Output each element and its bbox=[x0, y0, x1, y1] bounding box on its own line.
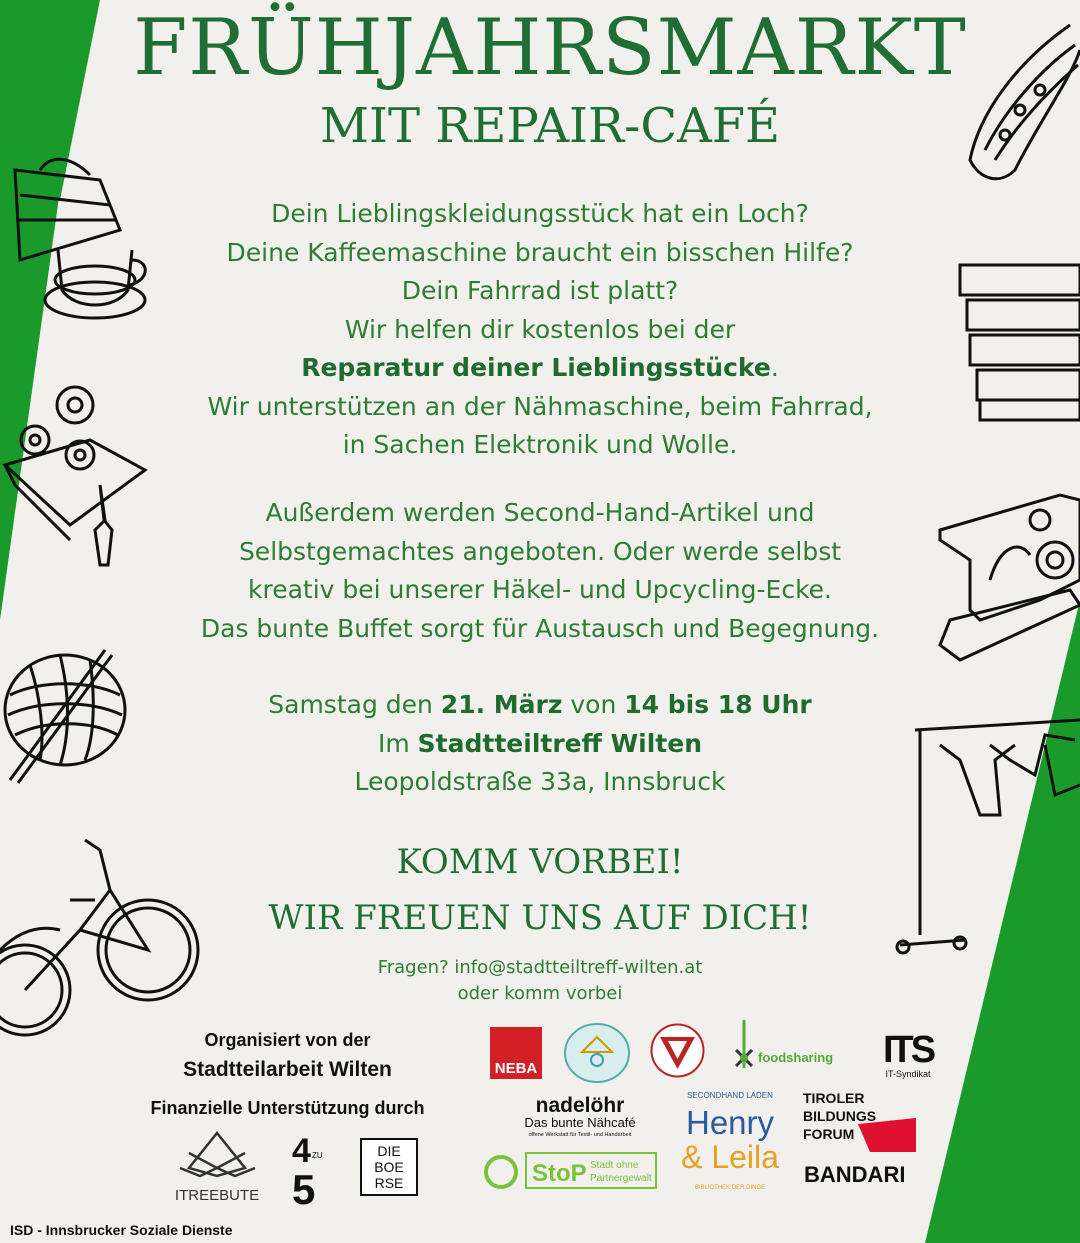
intro-line: Wir helfen dir kostenlos bei der bbox=[344, 314, 736, 344]
repair-highlight: Reparatur deiner Lieblingsstücke bbox=[301, 353, 771, 382]
extras-line: Selbstgemachtes angeboten. Oder werde selbst bbox=[238, 536, 842, 566]
neba-text: NEBA bbox=[494, 1060, 538, 1077]
nadeloehr-text: nadelöhr bbox=[535, 1094, 625, 1117]
partner-circle-logo bbox=[562, 1022, 632, 1084]
funding-label: Finanzielle Unterstützung durch bbox=[150, 1098, 425, 1118]
intro-period: . bbox=[770, 353, 779, 382]
stop-text: StoP bbox=[532, 1160, 587, 1187]
zu-text: ZU bbox=[312, 1151, 323, 1160]
henry-top-text: SECONDHAND LADEN bbox=[687, 1091, 773, 1100]
time-prefix: von bbox=[562, 690, 625, 719]
tiroler-line-3: FORUM bbox=[803, 1126, 855, 1142]
nadeloehr-subtitle-2: offene Werkstatt für Textil- und Handarbeit bbox=[528, 1132, 632, 1138]
intro-line: Wir unterstützen an der Nähmaschine, beim Fahrrad, bbox=[207, 391, 873, 421]
dieboerse-line-1: DIE bbox=[377, 1143, 401, 1159]
extras-line: Außerdem werden Second-Hand-Artikel und bbox=[265, 498, 815, 527]
contact-email[interactable]: Fragen? info@stadtteiltreff-wilten.at bbox=[377, 957, 703, 978]
henry-bottom-text: BIBLIOTHEK DER DINGE bbox=[694, 1185, 766, 1191]
event-date-line bbox=[130, 686, 950, 725]
event-date: 21. März bbox=[440, 690, 563, 719]
intro-line: Dein Fahrrad ist platt? bbox=[401, 276, 679, 305]
event-address: Leopoldstraße 33a, Innsbruck bbox=[354, 767, 726, 796]
dieboerse-logo bbox=[360, 1138, 418, 1196]
cake-coffee-illustration bbox=[0, 150, 150, 330]
nadeloehr-subtitle: Das bunte Nähcafé bbox=[524, 1115, 636, 1130]
extras-paragraph bbox=[120, 494, 960, 648]
it-syndikat-text: IT-Syndikat bbox=[885, 1069, 931, 1079]
extras-line: kreativ bei unserer Häkel- und Upcycling-Ecke. bbox=[247, 575, 832, 604]
dieboerse-line-3: RSE bbox=[374, 1175, 404, 1191]
page-subtitle: MIT REPAIR-CAFÉ bbox=[319, 98, 781, 154]
contact-note: oder komm vorbei bbox=[457, 983, 623, 1004]
tiroler-bildungsforum-logo bbox=[800, 1088, 920, 1188]
cta-line-1: KOMM VORBEI! bbox=[396, 842, 684, 882]
intro-line: Dein Lieblingskleidungsstück hat ein Loch? bbox=[271, 199, 809, 228]
stop-logo bbox=[480, 1148, 660, 1193]
four-to-five-logo bbox=[290, 1128, 330, 1208]
bicycle-illustration bbox=[0, 830, 205, 1040]
contact-info bbox=[300, 955, 780, 1007]
organizer-name: Stadtteilarbeit Wilten bbox=[183, 1058, 392, 1081]
venue-prefix: Im bbox=[377, 728, 418, 758]
henry-leila-logo bbox=[675, 1088, 785, 1193]
it-syndikat-logo bbox=[868, 1016, 950, 1080]
bandari-text: BANDARI bbox=[804, 1162, 906, 1187]
dieboerse-line-2: BOE bbox=[374, 1159, 404, 1175]
tiroler-line-1: TIROLER bbox=[803, 1090, 865, 1106]
foodsharing-text: foodsharing bbox=[758, 1050, 834, 1065]
stop-sub-2: Partnergewalt bbox=[590, 1173, 652, 1184]
shield-logo bbox=[650, 1023, 705, 1078]
itreebute-text: ITREEBUTE bbox=[174, 1187, 260, 1204]
tiroler-line-2: BILDUNGS bbox=[803, 1108, 877, 1124]
intro-highlight-line bbox=[130, 349, 950, 388]
intro-paragraph bbox=[130, 195, 950, 465]
event-venue-line bbox=[130, 725, 950, 764]
books-illustration bbox=[955, 255, 1080, 425]
event-venue: Stadtteiltreff Wilten bbox=[417, 728, 702, 758]
nadeloehr-logo bbox=[515, 1092, 645, 1140]
stop-sub-1: Stadt ohne bbox=[590, 1160, 639, 1171]
footer-note: ISD - Innsbrucker Soziale Dienste bbox=[10, 1222, 233, 1238]
henry-text: Henry bbox=[685, 1104, 775, 1141]
foodsharing-logo bbox=[730, 1018, 840, 1073]
itreebute-logo bbox=[155, 1128, 280, 1208]
intro-line: Deine Kaffeemaschine braucht ein bisschen Hilfe? bbox=[226, 237, 854, 267]
it-syndikat-mark: ITS bbox=[882, 1029, 934, 1071]
extras-line: Das bunte Buffet sorgt für Austausch und Begegnung. bbox=[200, 613, 880, 643]
leila-text: & Leila bbox=[681, 1139, 779, 1175]
date-prefix: Samstag den bbox=[268, 690, 441, 719]
neba-logo bbox=[490, 1027, 542, 1079]
intro-line: in Sachen Elektronik und Wolle. bbox=[342, 430, 738, 459]
five-digit: 5 bbox=[292, 1166, 316, 1208]
organizer-label: Organisiert von der bbox=[204, 1030, 371, 1050]
page-title: FRÜHJAHRSMARKT bbox=[133, 3, 967, 93]
call-to-action bbox=[200, 834, 880, 946]
cta-line-2: WIR FREUEN UNS AUF DICH! bbox=[268, 898, 812, 938]
yarn-ball-illustration bbox=[0, 635, 130, 785]
event-time: 14 bis 18 Uhr bbox=[624, 690, 812, 719]
four-digit: 4 bbox=[292, 1132, 311, 1170]
event-details bbox=[130, 686, 950, 802]
